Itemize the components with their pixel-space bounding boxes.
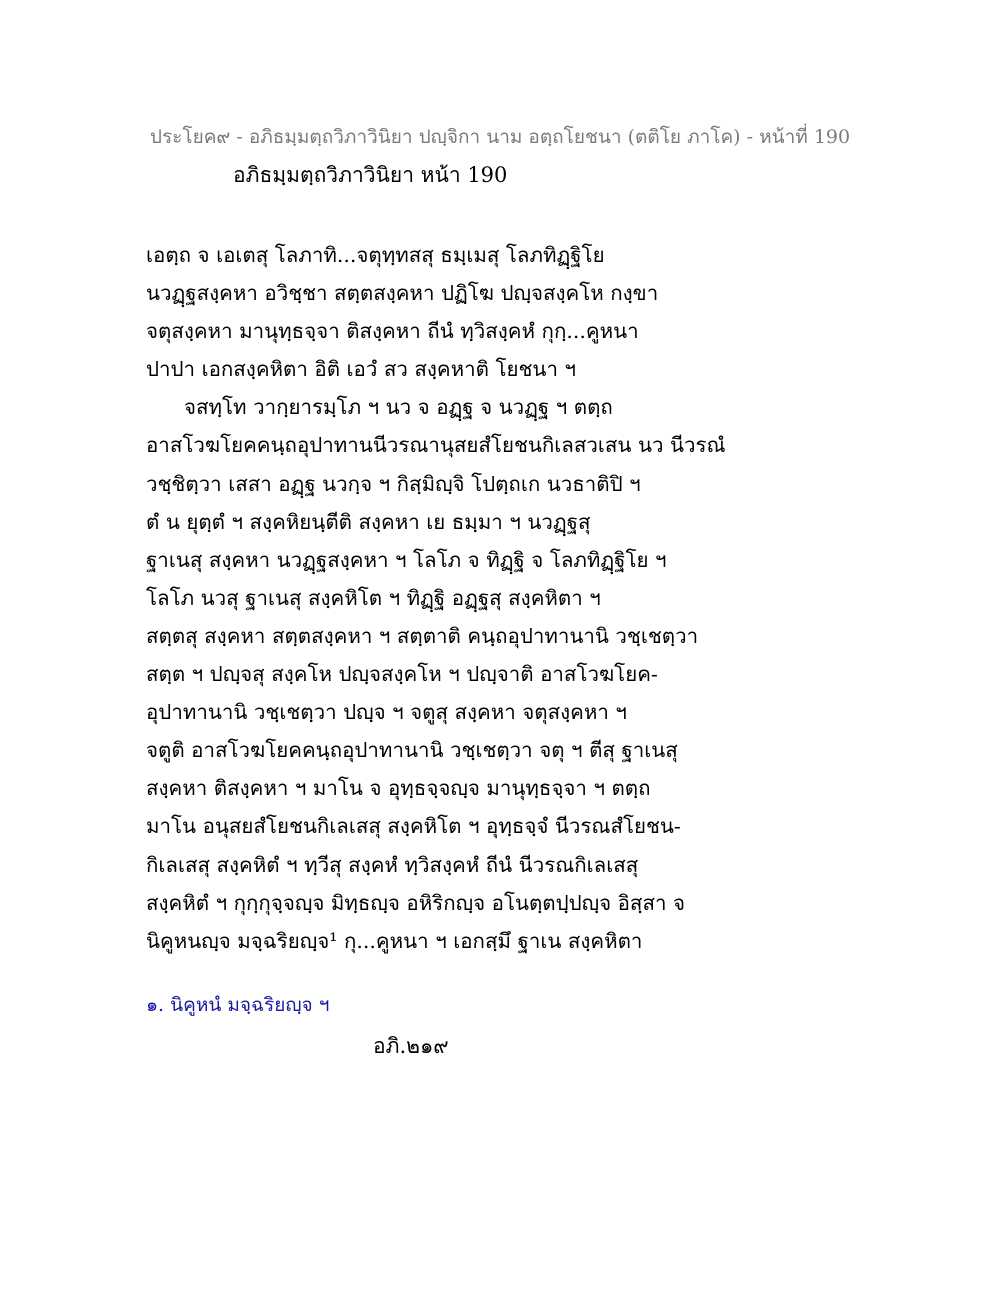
text-line: สตฺต ฯ ปญฺจสุ สงฺคโห ปญฺจสงฺคโห ฯ ปญฺจาติ อาสโวฆโยค- — [146, 662, 658, 687]
text-line: สงฺคหา ติสงฺคหา ฯ มาโน จ อุทฺธจฺจญฺจ มานุทฺธจฺจา ฯ ตตฺถ — [146, 776, 651, 801]
text-line: อุปาทานานิ วชฺเชตฺวา ปญฺจ ฯ จตูสุ สงฺคหา จตุสงฺคหา ฯ — [146, 700, 627, 725]
running-header: ประโยค๙ - อภิธมฺมตฺถวิภาวินิยา ปญฺจิกา นาม อตฺถโยชนา (ตติโย ภาโค) - หน้าที่ 190 — [149, 126, 851, 148]
text-line: ปาปา เอกสงฺคหิตา อิติ เอวํ สว สงฺคหาติ โยชนา ฯ — [146, 357, 576, 382]
paragraph-first-line: จสทฺโท วากฺยารมฺโภ ฯ นว จ อฏฺฐ จ นวฏฺฐ ฯ ตตฺถ — [184, 395, 613, 420]
text-line: จตุสงฺคหา มานุทฺธจฺจา ติสงฺคหา ถีนํ ทฺวิสงฺคหํ กุกฺ...คูหนา — [146, 319, 639, 344]
text-line: นวฏฺฐสงฺคหา อวิชฺชา สตฺตสงฺคหา ปฏิโฆ ปญฺจสงฺคโห กงฺขา — [146, 281, 659, 306]
text-line: ฐาเนสุ สงฺคหา นวฏฺฐสงฺคหา ฯ โลโภ จ ทิฏฺฐิ จ โลภทิฏฺฐิโย ฯ — [146, 547, 667, 572]
page-title: อภิธมฺมตฺถวิภาวินิยา หน้า 190 — [233, 163, 508, 187]
body-text — [146, 236, 726, 960]
text-line: เอตฺถ จ เอเตสุ โลภาทิ...จตุทฺทสสุ ธมฺเมสุ โลภทิฏฺฐิโย — [146, 243, 605, 267]
text-line: ตํ น ยุตฺตํ ฯ สงฺคหิยนฺตีติ สงฺคหา เย ธมฺมา ฯ นวฏฺฐสุ — [146, 509, 591, 534]
text-line: โลโภ นวสุ ฐาเนสุ สงฺคหิโต ฯ ทิฏฺฐิ อฏฺฐสุ สงฺคหิตา ฯ — [146, 585, 601, 610]
page-reference: อภิ.๒๑๙ — [373, 1034, 449, 1058]
text-line: จตูติ อาสโวฆโยคคนฺถอุปาทานานิ วชฺเชตฺวา จตุ ฯ ตีสุ ฐาเนสุ — [146, 738, 678, 763]
text-line: กิเลเสสุ สงฺคหิตํ ฯ ทฺวีสุ สงฺคหํ ทฺวิสงฺคหํ ถีนํ นีวรณกิเลเสสุ — [146, 852, 639, 877]
text-line: มาโน อนุสยสํโยชนกิเลเสสุ สงฺคหิโต ฯ อุทฺธจฺจํ นีวรณสํโยชน- — [146, 814, 681, 839]
text-line: อาสโวฆโยคคนฺถอุปาทานนีวรณานุสยสํโยชนกิเลสวเสน นว นีวรณํ — [146, 433, 726, 458]
text-line: สตฺตสุ สงฺคหา สตฺตสงฺคหา ฯ สตฺตาติ คนฺถอุปาทานานิ วชฺเชตฺวา — [146, 623, 699, 648]
text-line: นิคูหนญฺจ มจฺฉริยญฺจ¹ กุ...คูหนา ฯ เอกสฺมึ ฐาเน สงฺคหิตา — [146, 928, 643, 953]
text-line: สงฺคหิตํ ฯ กุกฺกุจฺจญฺจ มิทฺธญฺจ อหิริกญฺจ อโนตฺตปฺปญฺจ อิสฺสา จ — [146, 890, 685, 915]
footnote: ๑. นิคูหนํ มจฺฉริยญฺจ ฯ — [146, 994, 330, 1016]
text-line: วชฺชิตฺวา เสสา อฏฺฐ นวกฺจ ฯ กิสฺมิญฺจิ โปตฺถเก นวธาติปิ ฯ — [146, 471, 641, 496]
